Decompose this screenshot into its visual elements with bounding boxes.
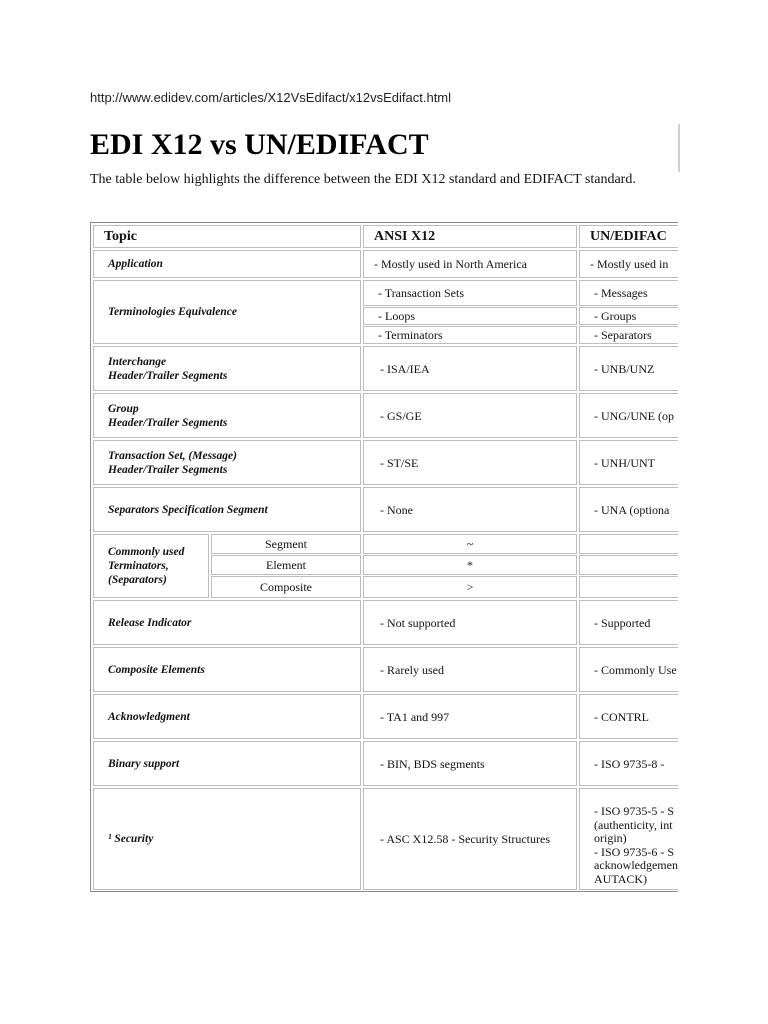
terminologies-x12-1 xyxy=(363,307,577,325)
cell-text: - CONTRL xyxy=(594,709,649,724)
table-row-composite-topic xyxy=(93,647,361,692)
terminologies-x12-2 xyxy=(363,326,577,344)
cell-text: - Messages xyxy=(594,286,648,300)
group-edifact xyxy=(579,393,678,438)
application-x12 xyxy=(363,250,577,278)
cell-text: - Terminators xyxy=(378,328,443,342)
cell-text: - ST/SE xyxy=(380,455,419,470)
topic-label-line1: Interchange xyxy=(108,355,167,368)
terminator-x12-segment xyxy=(363,534,577,554)
topic-label-line2: Header/Trailer Segments xyxy=(108,416,228,429)
table-row-interchange-topic xyxy=(93,346,361,391)
header-edifact-label: UN/EDIFAC xyxy=(590,228,667,244)
header-x12 xyxy=(363,225,577,248)
intro-paragraph: The table below highlights the difference between the EDI X12 standard and EDIFACT standard. xyxy=(90,172,636,187)
cell-text: - BIN, BDS segments xyxy=(380,756,485,771)
transaction-edifact xyxy=(579,440,678,485)
terminator-edifact-composite xyxy=(579,576,678,598)
cell-text: Segment xyxy=(265,537,307,551)
cell-text: - Transaction Sets xyxy=(378,286,465,300)
table-row-separators-spec-topic xyxy=(93,487,361,532)
ack-edifact xyxy=(579,694,678,739)
page-edge-divider xyxy=(678,124,680,172)
topic-label-line1: Group xyxy=(108,402,139,415)
cell-text: - UNG/UNE (op xyxy=(594,408,674,423)
separators-spec-edifact xyxy=(579,487,678,532)
terminator-edifact-segment xyxy=(579,534,678,554)
topic-label-line1: Commonly used xyxy=(108,546,185,558)
cell-text: - TA1 and 997 xyxy=(380,709,450,724)
table-row-transaction-topic xyxy=(93,440,361,485)
topic-label-line2: Terminators, xyxy=(108,560,169,572)
cell-text-line: - ISO 9735-5 - S xyxy=(594,804,674,818)
topic-label: ¹ Security xyxy=(108,833,154,845)
group-x12 xyxy=(363,393,577,438)
cell-text: - GS/GE xyxy=(380,408,422,423)
cell-text: - Rarely used xyxy=(380,662,444,677)
interchange-edifact xyxy=(579,346,678,391)
cell-text: - Mostly used in xyxy=(590,257,669,271)
terminator-x12-composite xyxy=(363,576,577,598)
cell-text-line: AUTACK) xyxy=(594,871,648,886)
terminologies-edifact-0 xyxy=(579,280,678,306)
cell-text: > xyxy=(466,580,474,594)
terminologies-edifact-1 xyxy=(579,307,678,325)
table-row-application-topic xyxy=(93,250,361,278)
cell-text: ~ xyxy=(466,537,474,551)
cell-text: - UNA (optiona xyxy=(594,502,670,517)
header-edifact xyxy=(579,225,678,248)
binary-x12 xyxy=(363,741,577,786)
topic-label-line3: (Separators) xyxy=(108,574,167,586)
composite-x12 xyxy=(363,647,577,692)
table-row-binary-topic xyxy=(93,741,361,786)
cell-text: - Commonly Use xyxy=(594,662,677,677)
terminologies-x12-0 xyxy=(363,280,577,306)
topic-label: Release Indicator xyxy=(108,616,192,629)
cell-text-line: acknowledgemen xyxy=(594,858,678,872)
binary-edifact xyxy=(579,741,678,786)
cell-text: Element xyxy=(266,558,306,572)
interchange-x12 xyxy=(363,346,577,391)
cell-text: - Not supported xyxy=(380,615,456,630)
header-x12-label: ANSI X12 xyxy=(374,228,436,244)
comparison-table xyxy=(90,222,678,894)
table-row-terminologies-topic xyxy=(93,280,361,344)
cell-text: - Groups xyxy=(594,309,637,323)
header-topic-label: Topic xyxy=(104,228,137,244)
topic-label: Application xyxy=(108,258,163,270)
topic-label: Terminologies Equivalence xyxy=(108,306,237,318)
topic-label-line2: Header/Trailer Segments xyxy=(108,463,228,476)
transaction-x12 xyxy=(363,440,577,485)
cell-text: * xyxy=(467,558,473,572)
cell-text: - Loops xyxy=(378,309,415,323)
source-url[interactable]: http://www.edidev.com/articles/X12VsEdifact/x12vsEdifact.html xyxy=(90,90,452,105)
table-row-ack-topic xyxy=(93,694,361,739)
release-x12 xyxy=(363,600,577,645)
terminator-x12-element xyxy=(363,555,577,575)
terminologies-edifact-2 xyxy=(579,326,678,344)
header-topic xyxy=(93,225,361,248)
cell-text: - Separators xyxy=(594,328,652,342)
cell-text-line: - ISO 9735-6 - S xyxy=(594,844,674,859)
cell-text: - UNH/UNT xyxy=(594,455,655,470)
terminator-name-composite xyxy=(211,576,361,598)
terminator-name-segment xyxy=(211,534,361,554)
cell-text: - ISA/IEA xyxy=(380,361,430,376)
cell-text-line: (authenticity, int xyxy=(594,817,673,832)
topic-label: Composite Elements xyxy=(108,663,205,676)
table-row-release-topic xyxy=(93,600,361,645)
application-edifact xyxy=(579,250,678,278)
table-row-terminators-topic xyxy=(93,534,209,598)
cell-text: - UNB/UNZ xyxy=(594,361,655,376)
cell-text: Composite xyxy=(259,580,312,594)
cell-text: - Mostly used in North America xyxy=(374,257,527,271)
page-title: EDI X12 vs UN/EDIFACT xyxy=(90,128,429,161)
terminator-edifact-element xyxy=(579,555,678,575)
cell-text: - ASC X12.58 - Security Structures xyxy=(380,832,550,846)
composite-edifact xyxy=(579,647,678,692)
table-row-security-topic xyxy=(93,788,361,890)
topic-label: Separators Specification Segment xyxy=(108,503,268,516)
topic-label-line2: Header/Trailer Segments xyxy=(108,369,228,382)
release-edifact xyxy=(579,600,678,645)
security-x12 xyxy=(363,788,577,890)
cell-text: - Supported xyxy=(594,615,651,630)
security-edifact xyxy=(579,788,678,890)
topic-label: Binary support xyxy=(108,757,180,770)
cell-text: - None xyxy=(380,502,413,517)
cell-text: - ISO 9735-8 - xyxy=(594,756,665,771)
topic-label-line1: Transaction Set, (Message) xyxy=(108,449,237,462)
topic-label: Acknowledgment xyxy=(108,710,190,723)
table-row-group-topic xyxy=(93,393,361,438)
cell-text-line: origin) xyxy=(594,831,627,845)
terminator-name-element xyxy=(211,555,361,575)
separators-spec-x12 xyxy=(363,487,577,532)
ack-x12 xyxy=(363,694,577,739)
